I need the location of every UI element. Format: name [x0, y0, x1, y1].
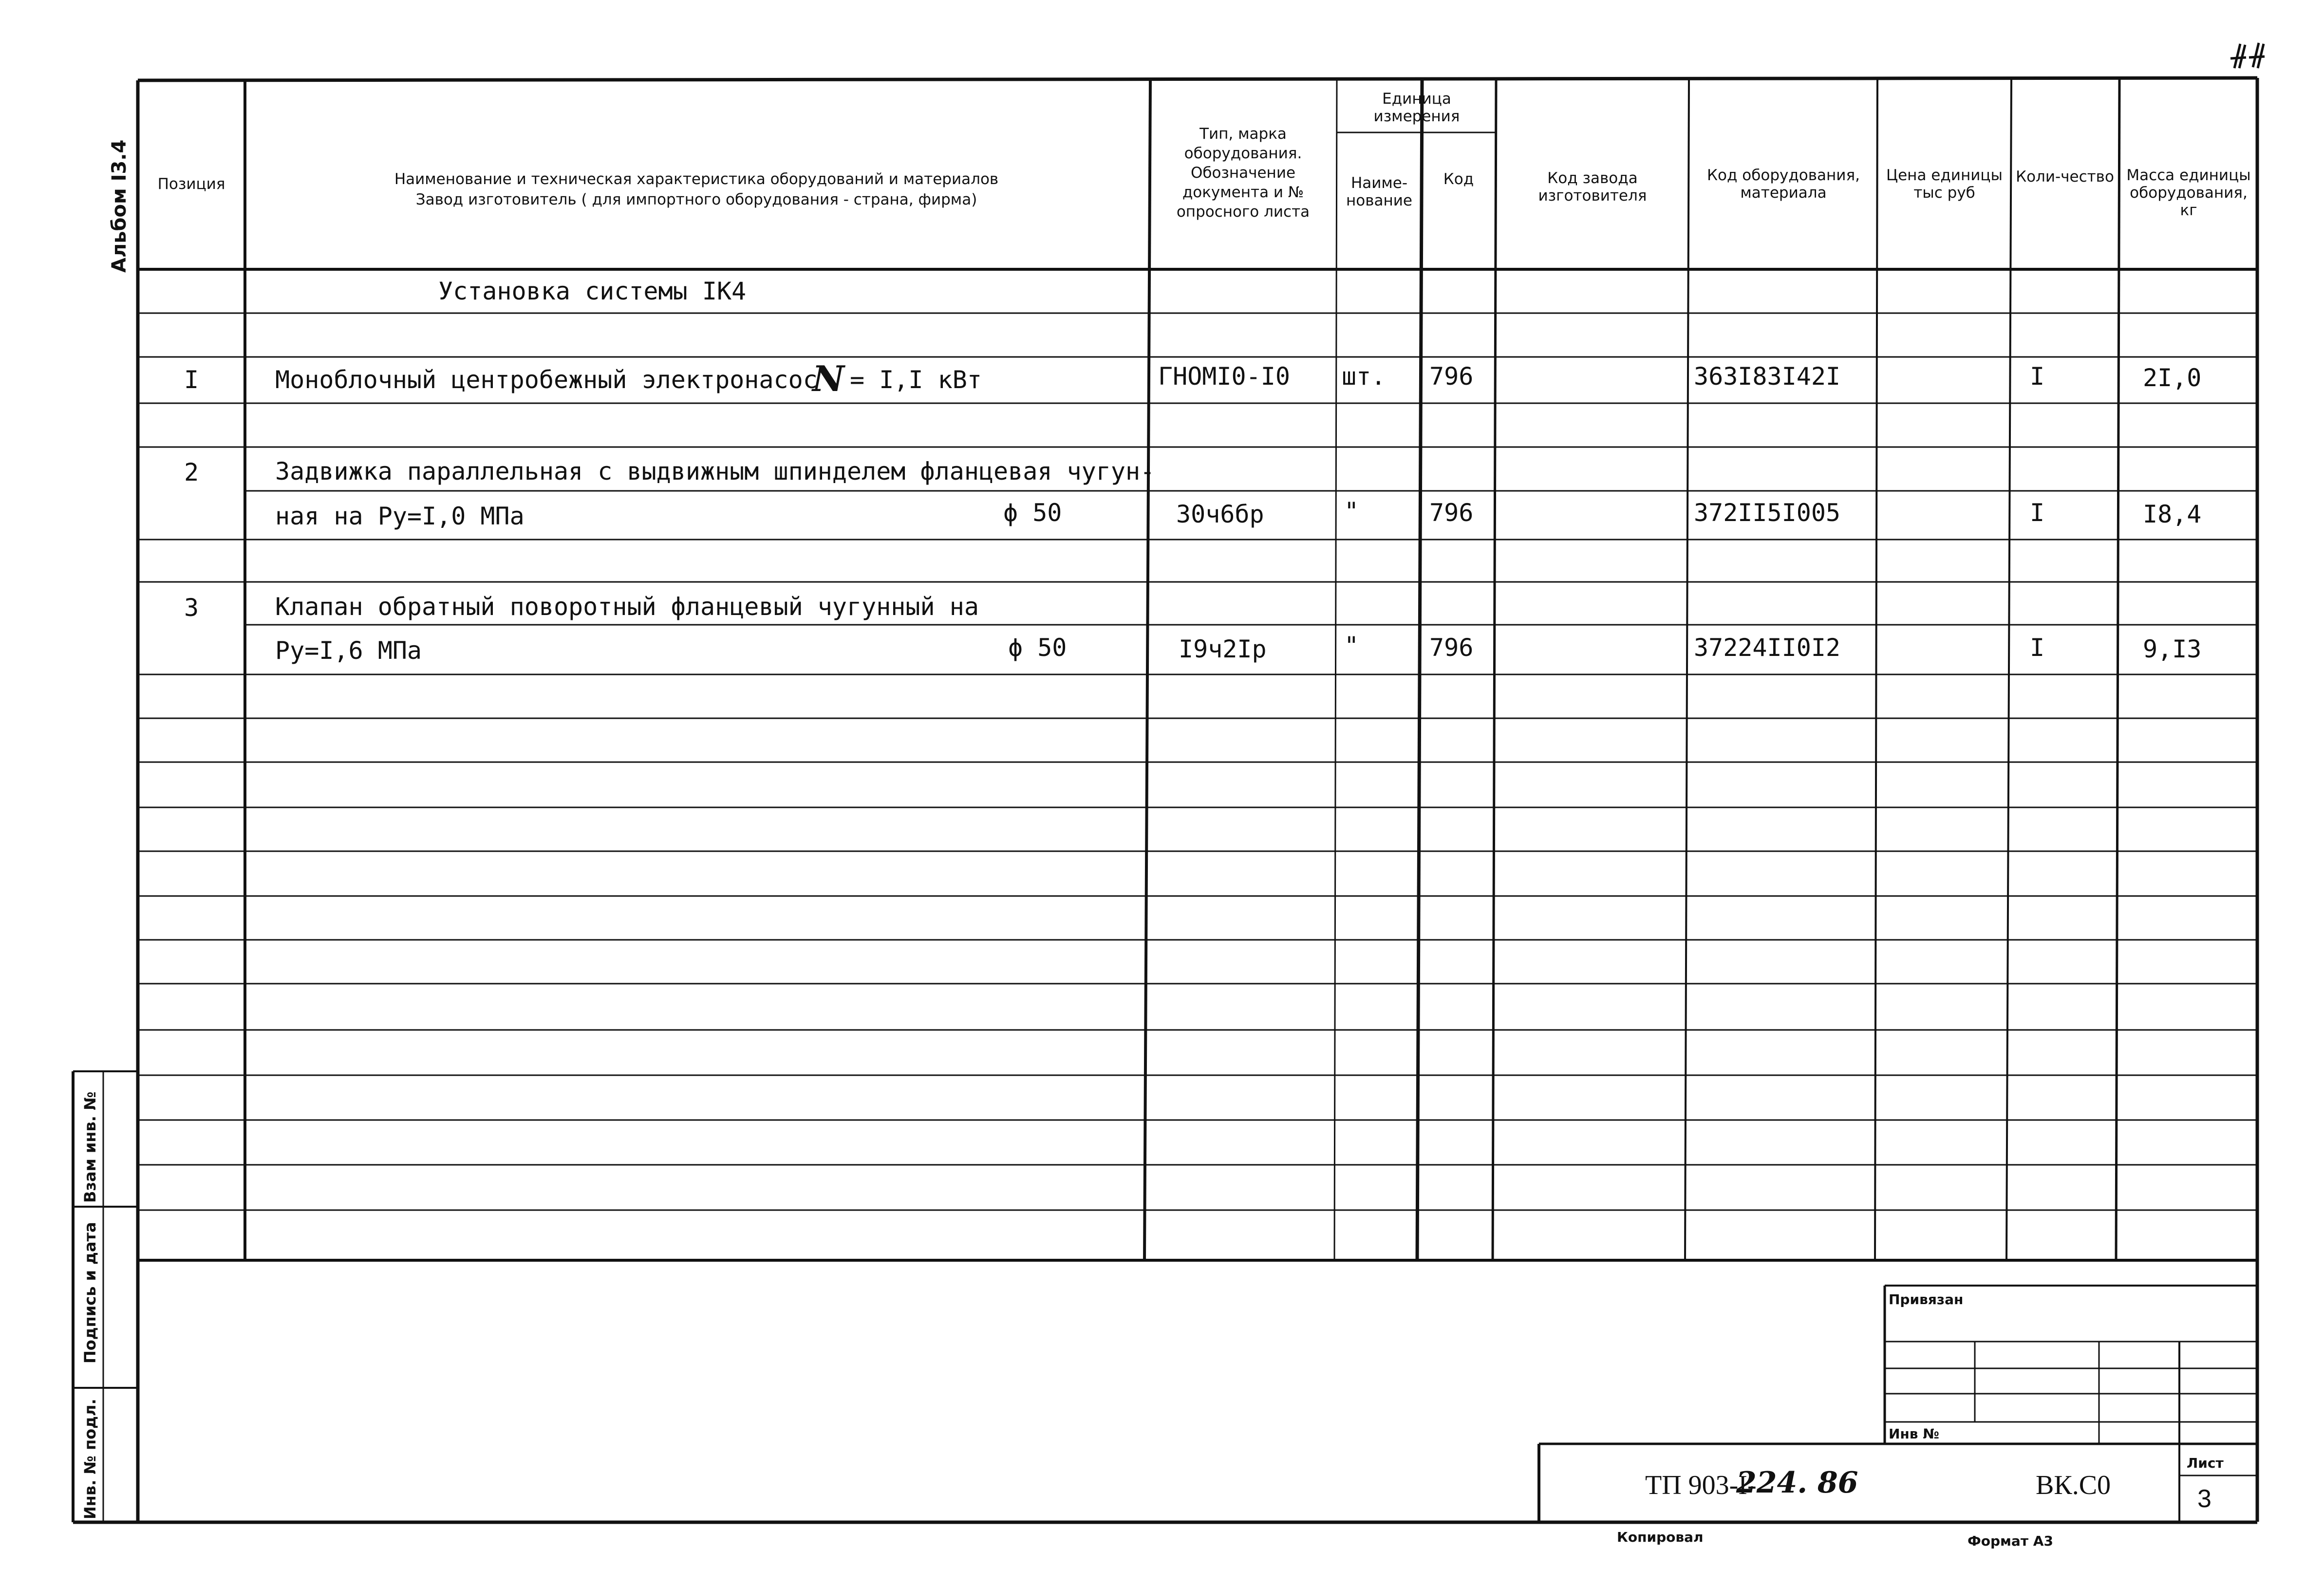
row-1-unit: шт.	[1342, 362, 1386, 391]
row-3-mass: 9,I3	[2143, 635, 2202, 663]
header-unit-group: Единица измерения	[1373, 90, 1460, 125]
row-3-code: 796	[1429, 634, 1474, 662]
row-1-type: ГНОМI0-I0	[1158, 362, 1290, 391]
header-name-line1: Наименование и техническая характеристика оборудований и материалов	[394, 170, 999, 188]
row-3-unit: "	[1344, 632, 1359, 660]
row-1-power-value: = I,I кВт	[850, 366, 982, 394]
row-1-code: 796	[1429, 362, 1474, 391]
row-3-qty: I	[2030, 634, 2045, 662]
header-mass: Масса единицы оборудования, кг	[2126, 167, 2251, 219]
row-3-name-line2: Ру=I,6 МПа	[275, 636, 422, 665]
row-2-code: 796	[1429, 499, 1474, 527]
row-3-diameter: ϕ 50	[1008, 634, 1067, 662]
title-privyazan: Привязан	[1889, 1291, 1964, 1307]
row-2-name-line1: Задвижка параллельная с выдвижным шпинделем фланцевая чугун-	[275, 457, 1155, 485]
title-copied: Копировал	[1617, 1529, 1704, 1545]
title-doc-number: 224. 86	[1736, 1466, 1858, 1500]
row-1-equip-code: 363I83I42I	[1694, 362, 1841, 391]
header-factory-code: Код завода изготовителя	[1538, 169, 1647, 205]
page-number	[2230, 37, 2270, 73]
header-equipment-code: Код оборудования, материала	[1707, 167, 1860, 202]
header-price: Цена единицы тыс руб	[1886, 167, 2003, 202]
row-1-power-symbol: N	[812, 358, 844, 399]
stamp-inv-podl: Инв. № подл.	[81, 1399, 99, 1519]
row-2-equip-code: 372II5I005	[1694, 499, 1841, 527]
row-3-equip-code: 37224II0I2	[1694, 634, 1841, 662]
row-3-position: 3	[184, 594, 199, 622]
header-position: Позиция	[157, 175, 225, 193]
row-2-diameter: ϕ 50	[1003, 499, 1062, 527]
row-3-name-line1: Клапан обратный поворотный фланцевый чугунный на	[275, 593, 979, 621]
title-format: Формат А3	[1968, 1533, 2053, 1549]
row-2-mass: I8,4	[2143, 500, 2202, 528]
stamp-vzam-inv: Взам инв. №	[81, 1091, 99, 1203]
header-unit-name: Наиме-нование	[1346, 174, 1412, 209]
row-2-type: 30ч6бр	[1176, 500, 1264, 528]
album-label: Альбом I3.4	[108, 139, 131, 273]
row-1-position: I	[184, 366, 199, 394]
row-2-name-line2: ная на Ру=I,0 МПа	[275, 502, 525, 530]
section-title: Установка системы IK4	[438, 277, 747, 305]
stamp-podpis-data: Подпись и дата	[81, 1222, 99, 1363]
row-2-unit: "	[1344, 497, 1359, 525]
row-1-name: Моноблочный центробежный электронасос	[275, 366, 818, 394]
header-quantity: Коли-чество	[2016, 168, 2114, 186]
row-1-mass: 2I,0	[2143, 364, 2202, 392]
title-mark: ВК.С0	[2036, 1470, 2111, 1500]
title-list-label: Лист	[2187, 1455, 2224, 1471]
header-name-line2: Завод изготовитель ( для импортного оборудования - страна, фирма)	[415, 191, 977, 208]
row-1-qty: I	[2030, 362, 2045, 391]
title-inv-no: Инв №	[1889, 1426, 1939, 1442]
row-2-position: 2	[184, 458, 199, 486]
header-unit-code: Код	[1443, 170, 1474, 188]
row-2-qty: I	[2030, 499, 2045, 527]
header-type-mark: Тип, марка оборудования. Обозначение документа и № опросного листа	[1176, 125, 1310, 221]
title-list-value: 3	[2197, 1485, 2212, 1513]
row-3-type: I9ч2Iр	[1179, 635, 1267, 663]
title-doc-prefix: ТП 903-I-	[1645, 1470, 1757, 1500]
